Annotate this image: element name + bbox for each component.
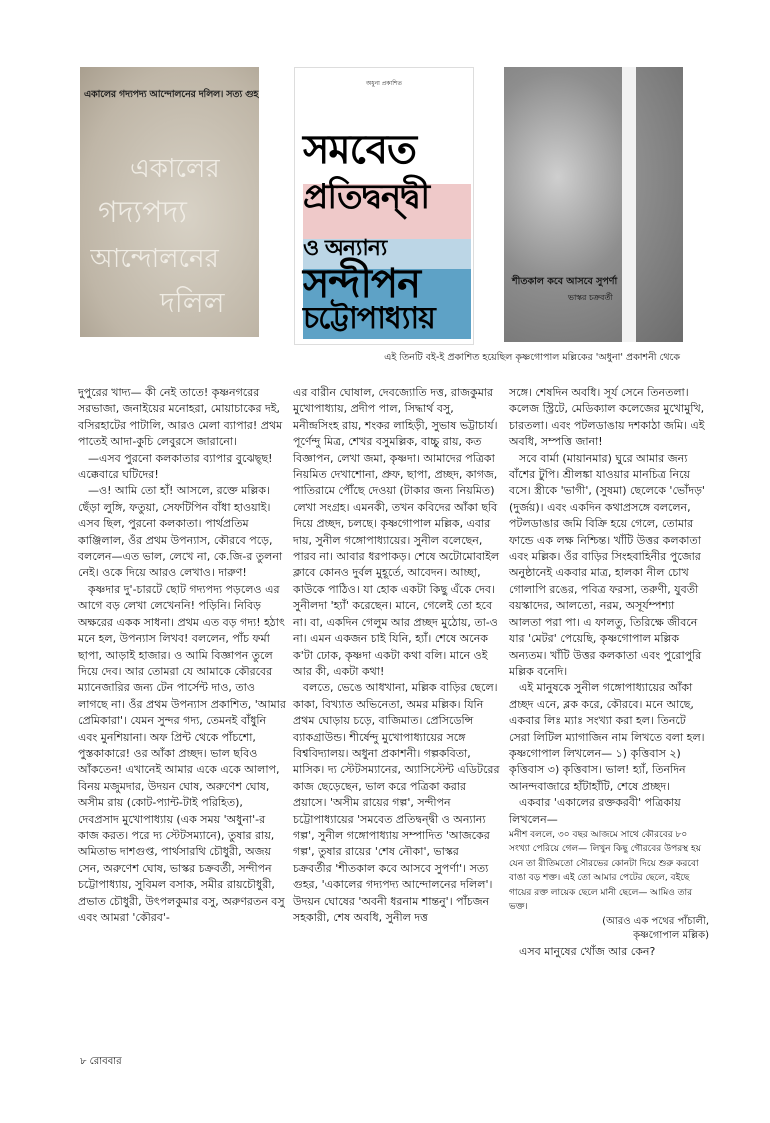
cover-title-line-3: ও অন্যান্য	[303, 236, 387, 261]
cover-title-line-2: প্রতিদ্বন্দ্বী	[303, 177, 430, 217]
paragraph: কৃষ্ণদার দু'-চারটে ছোট গদ্যপদ্য পড়লেও এর আগে বড় লেখা লেখেননি! পড়িনি। নিবিড় অক্ষরের একক সাধনা। প্রথম এত বড় গদ্য! হঠাৎ মনে হল, উপন্যাস লিখব! বললেন, পাঁচ ফর্মা ছাপা, আড়াই হাজার। ও আমি বিজ্ঞাপন তুলে দিয়ে দেব। আর তোমরা যে আমাকে কৌরবের ম্যানেজারির জন্য টেন পার্সেন্ট দাও, তাও লাগছে না। ওঁর প্রথম উপন্যাস প্রকাশিত, 'আমার প্রেমিকারা'। যেমন সুন্দর গদ্য, তেমনই বাঁধুনি এবং মুনশিয়ানা। অফ প্রিন্ট থেকে পাঁচশো, পুস্তকাকারে! ওর আঁকা প্রচ্ছদ। ভাল ছবিও আঁকতেন! এখানেই আমার একে একে আলাপ, বিনয় মজুমদার, উদয়ন ঘোষ, অরুণেশ ঘোষ, অসীম রায় (কোট-প্যান্ট-টাই পরিহিত), দেবপ্রসাদ মুখোপাধ্যায় (এক সময় 'অধুনা'-র কাজ করত। পরে দ্য স্টেটসম্যানে), তুষার রায়, অমিতাভ দাশগুপ্ত, পার্থসারথি চৌধুরী, অজয় সেন, অরুণেশ ঘোষ, ভাস্কর চক্রবর্তী, সন্দীপন চট্টোপাধ্যায়, সুবিমল বসাক, সমীর রায়চৌধুরী, প্রভাত চৌধুরী, উৎপলকুমার বসু, অরুণরতন বসু এবং আমরা 'কৌরব'-	[78, 582, 286, 924]
paragraph: এর বারীন ঘোষাল, দেবজ্যোতি দত্ত, রাজকুমার মুখোপাধ্যায়, প্রদীপ পাল, সিদ্ধার্থ বসু, মনীন্দ্রসিংহ রায়, শংকর লাহিড়ী, সুভাষ ভট্টাচার্য। পূর্ণেন্দু মিত্র, শেখর বসুমল্লিক, বাচ্চু রায়, কত বিজ্ঞাপন, লেখা জমা, কৃষ্ণদা। আমাদের পত্রিকা নিয়মিত দেখাশোনা, প্রুফ, ছাপা, প্রচ্ছদ, কাগজ, পাতিরামে পৌঁছে দেওয়া (টাকার জন্য নিয়মিত) লেখা সংগ্রহ। এমনকী, তখন কবিদের আঁকা ছবি দিয়ে প্রচ্ছদ, চলছে। কৃষ্ণগোপাল মল্লিক, এবার দায়, সুনীল গঙ্গোপাধ্যায়ের। সুনীল বলেছেন, পারব না। আবার ধরপাকড়। শেষে অটোমোবাইল ক্লাবে কোনও দুর্বল মুহূর্তে, আবেদন। আচ্ছা, কাউকে পাঠিও। যা হোক একটা কিছু এঁকে দেব। সুনীলদা 'হ্যাঁ' করেছেন। মানে, গেলেই তো হবে না। বা, একদিন গেলুম আর প্রচ্ছদ মুঠোয়, তা-ও না। এমন একজন চাই যিনি, হ্যাঁ। শেষে অনেক ক'টা ঢোক, কৃষ্ণদা একটা কথা বলি। মানে ওই আর কী, একটা কথা!	[293, 386, 500, 678]
closing-line: এসব মানুষের খোঁজ আর কেন?	[519, 944, 656, 958]
paragraph: বলতে, ভেঙে আধখানা, মল্লিক বাড়ির ছেলে। কাকা, বিখ্যাত অভিনেতা, অমর মল্লিক। যিনি প্রথম ঘোড়ায় চড়ে, বাজিমাত। প্রেসিডেন্সি ব্যাকগ্রাউন্ড। শীর্ষেন্দু মুখোপাধ্যায়ের সঙ্গে বিশ্ববিদ্যালয়। অধুনা প্রকাশনী। গল্পকবিতা, মাসিক। দ্য স্টেটসম্যানের, অ্যাসিস্টেন্ট এডিটরের কাজ ছেড়েছেন, ভাল করে পত্রিকা করার প্রয়াসে। 'অসীম রায়ের গল্প', সন্দীপন চট্টোপাধ্যায়ের 'সমবেত প্রতিদ্বন্দ্বী ও অন্যান্য গল্প', সুনীল গঙ্গোপাধ্যায় সম্পাদিত 'আজকের গল্প', তুষার রায়ের 'শেষ নৌকা', ভাস্কর চক্রবর্তীর 'শীতকাল কবে আসবে সুপর্ণা'। সত্য গুহর, 'একালের গদ্যপদ্য আন্দোলনের দলিল'। উদয়ন ঘোষের 'অবনী ধরনাম শান্তনু'। পাঁচজন সহকারী, শেষ অবধি, সুনীল দত্ত	[293, 681, 500, 924]
cover-title: শীতকাল কবে আসবে সুপর্ণা	[512, 276, 618, 287]
paragraph: দুপুরের খাদ্য— কী নেই তাতে! কৃষ্ণনগরের সরভাজা, জনাইয়ের মনোহরা, মোয়াচাকের দই, বসিরহাটের পাটালি, আরও মেলা ব্যাপার! প্রথম পাতেই আদা-কুচি লেবুরসে জারানো।	[78, 386, 283, 449]
publisher-strip: অধুনা প্রকাশিত	[366, 80, 402, 87]
quote-source: (আরও এক পথের পাঁচালী,	[602, 915, 709, 927]
paragraph: এই মানুষকে সুনীল গঙ্গোপাধ্যায়ের আঁকা প্রচ্ছদ এনে, ব্লক করে, কৌরবে। মনে আছে, একবার লিঃ ম্যাঃ সংখ্যা করা হল। তিনটে সেরা লিটিল ম্যাগাজিন নাম লিখতে বলা হল। কৃষ্ণগোপাল লিখলেন— ১) কৃত্তিবাস ২) কৃত্তিবাস ৩) কৃত্তিবাস। ভাল! হ্যাঁ, তিনদিন আনন্দবাজারে হাঁটাহাঁটি, শেষে প্রচ্ছদ।	[509, 681, 705, 793]
paragraph: সবে বার্মা (মায়ানমার) ঘুরে আমার জন্য বাঁশের টুপি। শ্রীলঙ্কা যাওয়ার মানচিত্র নিয়ে বসে। স্ত্রীকে 'ভাগী', (সুষমা) ছেলেকে 'ভোঁদড়' (দুর্জয়)। এবং একদিন কথাপ্রসঙ্গে বললেন, পটলডাঙার জমি বিক্রি হয়ে গেলে, তোমার ফান্ডে এক লক্ষ নিশ্চিন্ত। খাঁটি উত্তর কলকাতা এবং মল্লিক। ওঁর বাড়ির সিংহবাহিনীর পুজোর অনুষ্ঠানেই একবার মাত্র, হালকা নীল চোখ গোলাপি রঙের, পবিত্র ফরসা, তরুণী, যুবতী বয়স্কাদের, আলতো, নরম, অসূর্যম্পশ্যা আলতা পরা পা। এ ফালতু, তিরিক্ষে জীবনে যার 'মেটর' পেয়েছি, কৃষ্ণগোপাল মল্লিক অন্যতম। খাঁটি উত্তর কলকাতা এবং পুরোপুরি মল্লিক বনেদি।	[509, 451, 705, 678]
book-cover-ekaler-dolil	[80, 67, 259, 337]
cover-author-line-2: চট্টোপাধ্যায়	[303, 301, 435, 336]
calligraphy-line-4: দলিল	[160, 286, 225, 319]
paragraph: —ও! আমি তো হাঁ! আসলে, রক্তে মল্লিক। ছেঁড়া লুঙ্গি, ফতুয়া, সেফটিপিন বাঁধা হাওয়াই। এসব ছিল, পুরনো কলকাতা। পার্থপ্রতিম কাঞ্জিলাল, ওঁর প্রথম উপন্যাস, কৌরবে পড়ে, বললেন—এত ভাল, লেখে না, কে.জি-র তুলনা নেই। ওকে দিয়ে আরও লেখাও। দারুণ!	[78, 484, 283, 580]
book-cover-sandipan	[294, 67, 474, 345]
article-column-2	[293, 385, 501, 926]
book-cover-sheetkal	[504, 67, 683, 342]
calligraphy-line-2: গদ্যপদ্য	[98, 195, 187, 230]
paragraph: —এসব পুরনো কলকাতার ব্যাপার বুঝেছ্ছ! এক্কেবারে ঘটিদের!	[78, 451, 273, 482]
page-footer: ৮ রোববার	[80, 1056, 122, 1067]
poem-quote: মনীশ বললে, ৩০ বছর আজমে সাথে কৌরবের ৮০ সংখ্যা পেরিয়ে গেল— লিখুন কিছু গৌরবের উপরস্থ হয় যেন তা রীতিমতো সৌরভের কোনটা দিয়ে শুরু করবো বাঙা বড় শক্ত। এই তো আমার পেটের ছেলে, বইছে গায়ের রক্ত লায়েক ছেলে মানী ছেলে— আমিও তার ভক্ত।	[509, 829, 702, 913]
paragraph: একবার 'একালের রক্তকরবী' পত্রিকায় লিখলেন—	[509, 796, 681, 826]
quote-author: কৃষ্ণগোপাল মল্লিক)	[633, 930, 709, 942]
paragraph: সঙ্গে। শেষদিন অবধি। সূর্য সেনে তিনতলা। কলেজ স্ট্রিটে, মেডিক্যাল কলেজের মুখোমুখি, চারতলা। এবং পটলডাঙায় দশকাঠা জমি। এই অবধি, সম্পত্তি জানা!	[509, 386, 705, 449]
calligraphy-line-3: আন্দোলনের	[90, 244, 219, 274]
cover-author: ভাস্কর চক্রবর্তী	[568, 293, 613, 302]
calligraphy-line-1: একালের	[130, 154, 220, 184]
image-caption: এই তিনটি বই-ই প্রকাশিত হয়েছিল কৃষ্ণগোপাল মল্লিকের 'অধুনা' প্রকাশনী থেকে	[384, 352, 680, 363]
cover-calligraphy	[90, 147, 250, 327]
white-stripe	[622, 67, 636, 342]
article-column-1	[78, 385, 286, 926]
cover-title: একালের গদ্যপদ্য আন্দোলনের দলিল। সত্য গুহ	[84, 89, 259, 100]
cover-title-line-1: সমবেত	[303, 127, 416, 173]
cover-author-line-1: সন্দীপন	[303, 261, 420, 307]
article-column-3	[509, 385, 709, 960]
